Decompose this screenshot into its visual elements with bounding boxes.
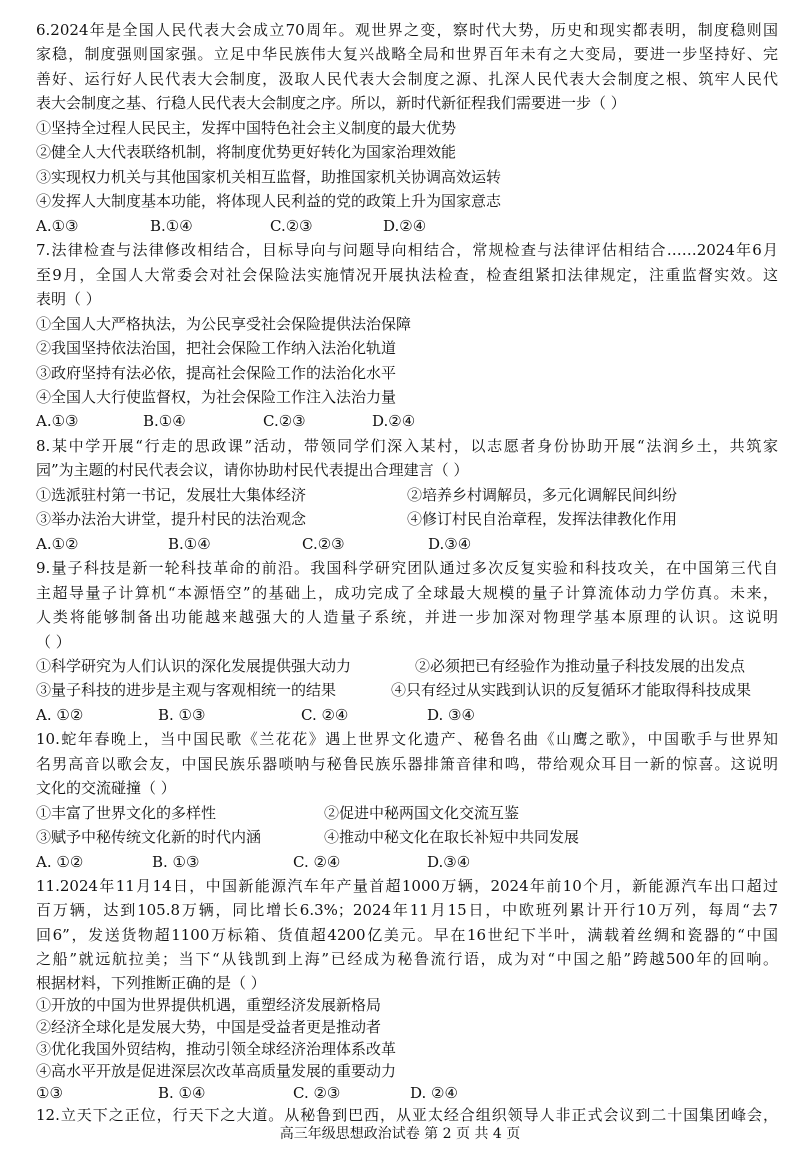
- question-stem-line: 11.2024年11月14日，中国新能源汽车年产量首超1000万辆，2024年前10个月，新能源汽车出口超过: [36, 877, 778, 895]
- question-stem-line: 12.立天下之正位，行天下之大道。从秘鲁到巴西，从亚太经合组织领导人非正式会议到二十国集团峰会，: [36, 1106, 778, 1124]
- answer-option-a: A. ①②: [36, 706, 84, 724]
- page-footer: 高三年级思想政治试卷 第 2 页 共 4 页: [279, 1126, 521, 1142]
- choice-item: ④修订村民自治章程，发挥法律教化作用: [407, 510, 678, 528]
- answer-option-a: A.①③: [36, 412, 79, 430]
- question-stem-line: 根据材料，下列推断正确的是（ ）: [36, 974, 266, 992]
- question-stem-line: 6.2024年是全国人民代表大会成立70周年。观世界之变，察时代大势，历史和现实都表明，制度稳则国: [36, 21, 778, 39]
- choice-item: ④发挥人大制度基本功能，将体现人民利益的党的政策上升为国家意志: [36, 192, 502, 210]
- choice-item: ③政府坚持有法必依，提高社会保险工作的法治化水平: [36, 364, 397, 382]
- choice-item: ④推动中秘文化在取长补短中共同发展: [324, 828, 580, 846]
- answer-option-a: A. ①②: [36, 853, 84, 871]
- answer-option-d: D. ②④: [410, 1084, 458, 1102]
- choice-item: ①选派驻村第一书记，发展壮大集体经济: [36, 486, 307, 504]
- choice-item: ②我国坚持依法治国，把社会保险工作纳入法治化轨道: [36, 339, 397, 357]
- question-stem-line: 回6”，发送货物超1100万标箱、货值超4200亿美元。早在16世纪下半叶，满载着丝绸和瓷器的“中国: [36, 926, 778, 944]
- question-stem-line: 表明（ ）: [36, 290, 101, 308]
- choice-item: ④全国人大行使监督权，为社会保险工作注入法治力量: [36, 388, 397, 406]
- answer-option-c: C.②③: [263, 412, 306, 430]
- choice-item: ①丰富了世界文化的多样性: [36, 804, 217, 822]
- choice-item: ④高水平开放是促进深层次改革高质量发展的重要动力: [36, 1062, 397, 1080]
- choice-item: ②健全人大代表联络机制，将制度优势更好转化为国家治理效能: [36, 143, 457, 161]
- question-stem-line: 家稳，制度强则国家强。立足中华民族伟大复兴战略全局和世界百年未有之大变局，要进一步坚持好、完: [36, 45, 778, 63]
- answer-option-d: D. ③④: [427, 706, 475, 724]
- answer-option-d: D.②④: [372, 412, 416, 430]
- question-stem-line: 之船”就远航拉美；当下“从钱凯到上海”已经成为秘鲁流行语，成为对“中国之船”跨越500年的回响。: [36, 950, 778, 968]
- answer-option-d: D.③④: [427, 853, 471, 871]
- choice-item: ②培养乡村调解员，多元化调解民间纠纷: [407, 486, 678, 504]
- answer-option-b: B.①④: [150, 217, 193, 235]
- question-stem-line: 7.法律检查与法律修改相结合，目标导向与问题导向相结合，常规检查与法律评估相结合……2024年6月: [36, 241, 778, 259]
- question-stem-line: 百万辆，达到105.8万辆，同比增长6.3%；2024年11月15日，中欧班列累计开行10万列，每周“去7: [36, 901, 778, 919]
- choice-item: ④只有经过从实践到认识的反复循环才能取得科技成果: [391, 681, 752, 699]
- choice-item: ②必须把已有经验作为推动量子科技发展的出发点: [415, 657, 746, 675]
- question-stem-line: 园”为主题的村民代表会议，请你协助村民代表提出合理建言（ ）: [36, 461, 469, 479]
- question-stem-line: 至9月，全国人大常委会对社会保险法实施情况开展执法检查，检查组紧扣法律规定，注重监督实效。这: [36, 266, 778, 284]
- question-stem-line: 8.某中学开展“行走的思政课”活动，带领同学们深入某村，以志愿者身份协助开展“法润乡土，共筑家: [36, 437, 778, 455]
- choice-item: ③量子科技的进步是主观与客观相统一的结果: [36, 681, 337, 699]
- choice-item: ①坚持全过程人民民主，发挥中国特色社会主义制度的最大优势: [36, 119, 457, 137]
- answer-option-d: D.③④: [428, 535, 472, 553]
- answer-option-b: B. ①③: [152, 853, 200, 871]
- answer-option-d: D.②④: [383, 217, 427, 235]
- choice-item: ③实现权力机关与其他国家机关相互监督，助推国家机关协调高效运转: [36, 168, 502, 186]
- choice-item: ③赋予中秘传统文化新的时代内涵: [36, 828, 262, 846]
- answer-option-b: B.①④: [168, 535, 211, 553]
- answer-option-a: A.①③: [36, 217, 79, 235]
- question-stem-line: （ ）: [36, 633, 71, 651]
- choice-item: ①全国人大严格执法，为公民享受社会保险提供法治保障: [36, 315, 412, 333]
- choice-item: ③优化我国外贸结构，推动引领全球经济治理体系改革: [36, 1040, 397, 1058]
- choice-item: ②促进中秘两国文化交流互鉴: [324, 804, 520, 822]
- answer-option-c: C.②③: [302, 535, 345, 553]
- answer-option-b: B. ①④: [158, 1084, 206, 1102]
- question-stem-line: 人类将能够制备出功能越来越强大的人造量子系统，并进一步加深对物理学基本原理的认识。这说明: [36, 608, 778, 626]
- answer-option-c: C. ②④: [301, 706, 349, 724]
- answer-option-c: C.②③: [270, 217, 313, 235]
- question-stem-line: 名男高音以歌会友，中国民族乐器唢呐与秘鲁民族乐器排箫音律和鸣，带给观众耳目一新的惊喜。这说明: [36, 755, 778, 773]
- answer-option-c: C. ②③: [293, 1084, 341, 1102]
- answer-option-a: ①③: [36, 1084, 63, 1102]
- answer-option-c: C. ②④: [293, 853, 341, 871]
- choice-item: ①开放的中国为世界提供机遇，重塑经济发展新格局: [36, 996, 382, 1014]
- answer-option-b: B. ①③: [158, 706, 206, 724]
- question-stem-line: 10.蛇年春晚上，当中国民歌《兰花花》遇上世界文化遗产、秘鲁名曲《山鹰之歌》，中国歌手与世界知: [36, 730, 778, 748]
- question-stem-line: 9.量子科技是新一轮科技革命的前沿。我国科学研究团队通过多次反复实验和科技攻关，在中国第三代自: [36, 559, 778, 577]
- question-stem-line: 主超导量子计算机“本源悟空”的基础上，成功完成了全球最大规模的量子计算流体动力学仿真。未来，: [36, 584, 778, 602]
- choice-item: ②经济全球化是发展大势，中国是受益者更是推动者: [36, 1018, 382, 1036]
- choice-item: ①科学研究为人们认识的深化发展提供强大动力: [36, 657, 352, 675]
- choice-item: ③举办法治大讲堂，提升村民的法治观念: [36, 510, 307, 528]
- question-stem-line: 文化的交流碰撞（ ）: [36, 779, 176, 797]
- question-stem-line: 表大会制度之基、行稳人民代表大会制度之序。所以，新时代新征程我们需要进一步（ ）: [36, 94, 626, 112]
- answer-option-a: A.①②: [36, 535, 79, 553]
- question-stem-line: 善好、运行好人民代表大会制度，汲取人民代表大会制度之源、扎深人民代表大会制度之根、筑牢人民代: [36, 70, 778, 88]
- answer-option-b: B.①④: [143, 412, 186, 430]
